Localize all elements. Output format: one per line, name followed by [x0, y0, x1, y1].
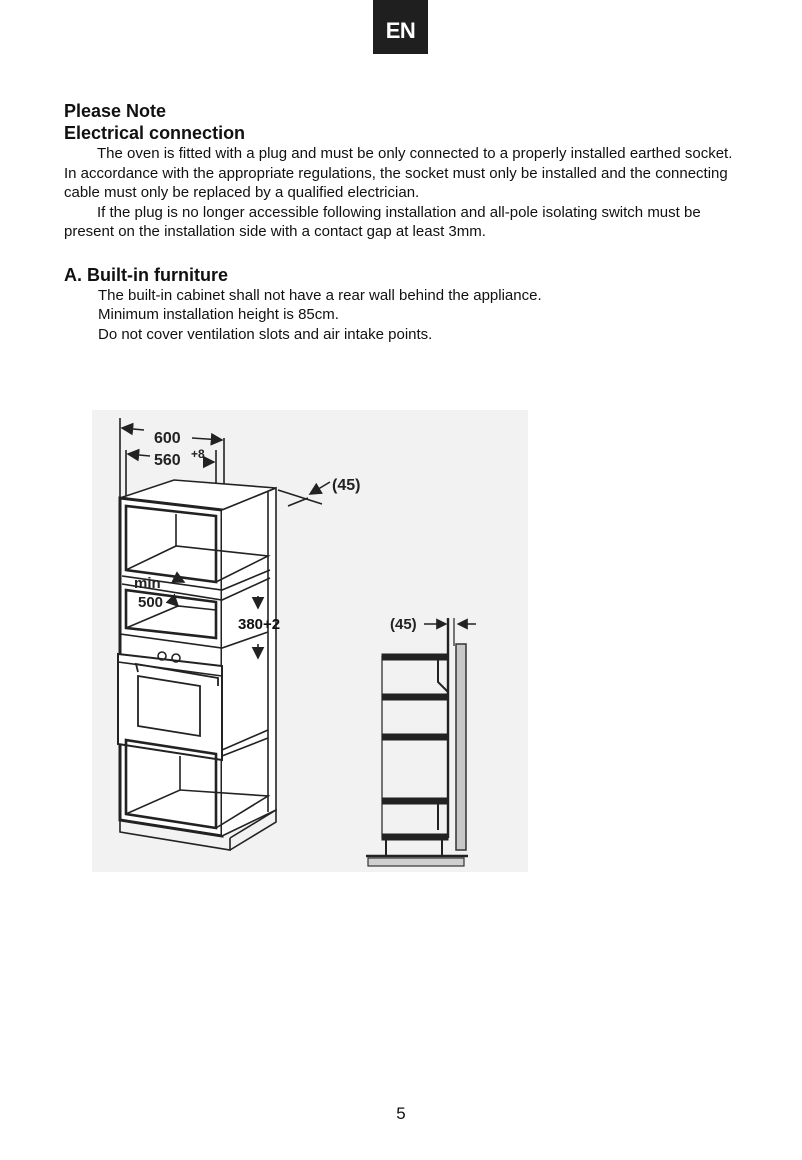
installation-diagram: [92, 410, 532, 876]
language-tab: EN: [373, 0, 428, 54]
electrical-paragraph-1: The oven is fitted with a plug and must be only connected to a properly installed earthed socket. In accordance with the appropriate regulations, the socket must only be installed and the connecting cable must only be replaced by a qualified electrician.: [64, 145, 733, 201]
furniture-line-min-height: Minimum installation height is 85cm.: [98, 306, 339, 323]
opening-height-label: 380+2: [238, 616, 281, 633]
furniture-line-ventilation: Do not cover ventilation slots and air intake points.: [98, 325, 433, 343]
electrical-paragraph-2: If the plug is no longer accessible following installation and all-pole isolating switch must be present on the installation side with a contact gap at least 3mm.: [64, 203, 701, 240]
depth-gap-label: (45): [332, 477, 361, 494]
side-gap-label: (45): [390, 616, 417, 633]
built-in-furniture-heading: A. Built-in furniture: [64, 264, 228, 285]
furniture-line-rear-wall: The built-in cabinet shall not have a rear wall behind the appliance.: [98, 286, 542, 304]
please-note-heading: Please Note: [64, 101, 167, 121]
inner-width-tolerance-label: +8: [191, 447, 205, 461]
width-label: 600: [154, 430, 181, 447]
page-number: 5: [396, 1104, 406, 1123]
min-label: min: [134, 575, 161, 592]
min-value-label: 500: [138, 594, 164, 611]
electrical-connection-heading: Electrical connection: [64, 123, 246, 143]
inner-width-label: 560: [154, 452, 181, 469]
page-content: [64, 100, 734, 344]
